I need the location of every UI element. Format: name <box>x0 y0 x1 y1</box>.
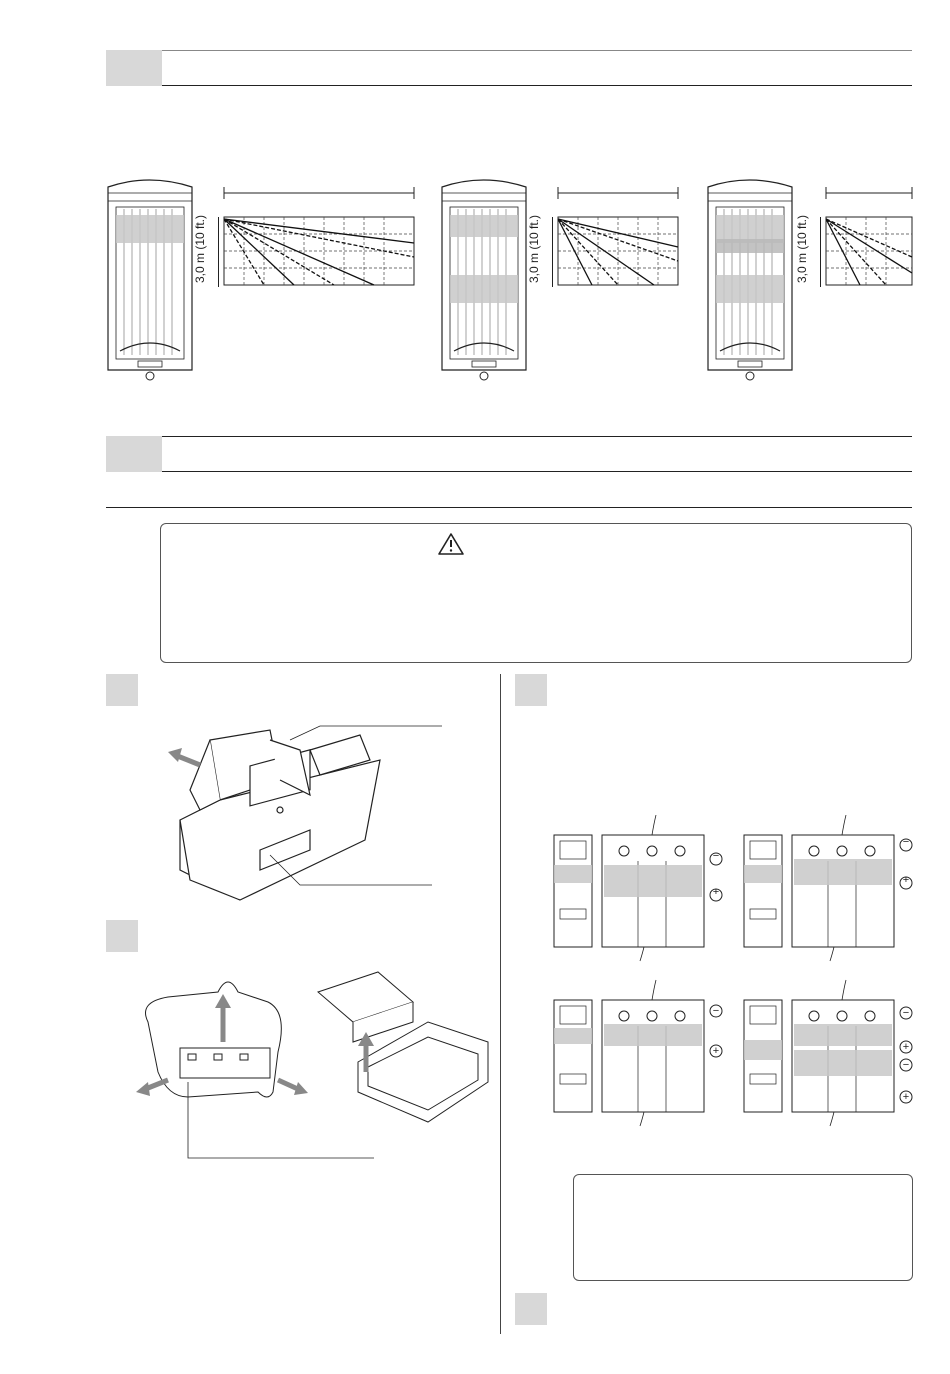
step-marker-2 <box>106 436 162 472</box>
lens-cover-release-illustration <box>128 962 498 1162</box>
warning-triangle-icon <box>437 532 465 556</box>
config-b <box>744 815 894 961</box>
detection-chart-short <box>826 187 912 285</box>
section-divider <box>106 507 912 508</box>
polarity-plus-c: + <box>712 1045 720 1057</box>
polarity-plus-a: + <box>712 886 720 898</box>
step-marker-5 <box>515 674 547 706</box>
section-2-top-rule <box>162 436 912 437</box>
note-panel <box>573 1174 913 1281</box>
polarity-minus-b: − <box>902 836 910 848</box>
height-dim-line-1 <box>218 217 219 287</box>
height-label-2: 3,0 m (10 ft.) <box>527 214 541 284</box>
polarity-plus-b: + <box>902 874 910 886</box>
height-dim-line-3 <box>820 217 821 287</box>
config-d <box>744 980 894 1126</box>
polarity-minus-c: − <box>712 1005 720 1017</box>
step-marker-1 <box>106 50 162 86</box>
detector-short-range-lens <box>708 180 792 380</box>
config-c <box>554 980 704 1126</box>
polarity-minus-a: − <box>712 850 720 862</box>
polarity-plus-d2: + <box>902 1091 910 1103</box>
detection-chart-long <box>558 187 678 285</box>
polarity-plus-d1: + <box>902 1041 910 1053</box>
step-marker-3 <box>106 674 138 706</box>
column-divider <box>500 674 501 1334</box>
polarity-minus-d1: − <box>902 1007 910 1019</box>
warning-panel <box>160 523 912 663</box>
section-2-bottom-rule <box>162 471 912 472</box>
lens-module-removal-illustration <box>160 720 450 910</box>
height-label-1: 3,0 m (10 ft.) <box>193 214 207 284</box>
polarity-minus-d2: − <box>902 1059 910 1071</box>
height-label-3: 3,0 m (10 ft.) <box>795 214 809 284</box>
step-marker-4 <box>106 920 138 952</box>
section-1-top-rule <box>162 50 912 51</box>
detector-long-range-lens <box>442 180 526 380</box>
config-a <box>554 815 704 961</box>
detector-wide-lens <box>108 180 192 380</box>
section-1-bottom-rule <box>162 85 912 86</box>
lens-configuration-illustrations <box>540 815 920 1135</box>
detection-chart-wide <box>224 187 414 285</box>
height-dim-line-2 <box>552 217 553 287</box>
step-marker-6 <box>515 1293 547 1325</box>
